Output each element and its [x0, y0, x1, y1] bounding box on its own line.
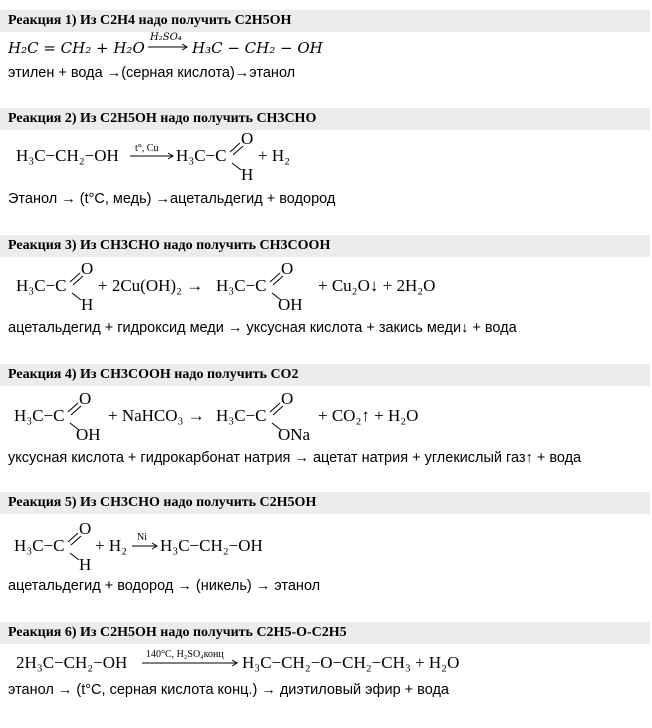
- reaction-3-reactant-top: O: [81, 259, 94, 278]
- reaction-3-description: ацетальдегид + гидроксид меди → уксусная кислота + закись меди↓ + вода: [8, 320, 517, 336]
- reaction-4-product-bottom: ONa: [278, 425, 311, 444]
- reaction-1-equation: [0, 34, 652, 64]
- reaction-5-description: ацетальдегид + водород → (никель) → этанол: [8, 578, 321, 594]
- reaction-5-single-bond: [70, 553, 79, 560]
- reaction-6-catalyst: 140°C, H₂SO₄конц: [146, 649, 224, 660]
- reaction-4-header: Реакция 4) Из СН3СООН надо получить СО2: [0, 364, 650, 386]
- reaction-5-catalyst: Ni: [137, 532, 147, 543]
- reaction-3-lhs-single-bond: [72, 293, 81, 300]
- reaction-4-reactant-top: O: [79, 389, 92, 408]
- reaction-4-description: уксусная кислота + гидрокарбонат натрия → ацетат натрия + углекислый газ↑ + вода: [8, 450, 582, 466]
- reaction-5-product: H₃C−CH₂−OH: [160, 536, 263, 555]
- reaction-1-catalyst: H₂SO₄: [150, 32, 182, 43]
- reaction-5-reactant-bottom: H: [79, 555, 92, 574]
- reaction-5-equation: [0, 515, 652, 573]
- reaction-4-reactant-group: H₃C−C: [14, 406, 65, 425]
- reaction-2-catalyst: t°, Cu: [135, 143, 159, 154]
- reaction-3-header: Реакция 3) Из СН3СНО надо получить СН3СООН: [0, 235, 650, 257]
- reaction-3-reagent: + 2Cu(OH)₂ →: [98, 276, 204, 295]
- reaction-3-product-top: O: [281, 259, 294, 278]
- reaction-5-reagent: + H₂: [95, 536, 128, 555]
- reaction-3-product-group: H₃C−C: [216, 276, 267, 295]
- reaction-5-reactant-top: O: [79, 519, 92, 538]
- reaction-2-lhs: H₃C−CH₂−OH: [16, 146, 119, 165]
- reaction-2-product-bottom: H: [241, 165, 254, 184]
- reaction-4-product-tail: + CO₂↑ + H₂O: [318, 406, 419, 425]
- reaction-6-lhs: 2H₃C−CH₂−OH: [16, 653, 128, 672]
- reaction-4-reactant-bottom: OH: [76, 425, 101, 444]
- reaction-1-header: Реакция 1) Из С2Н4 надо получить С2Н5ОН: [0, 10, 650, 32]
- reaction-3-product-bottom: OH: [278, 295, 303, 314]
- reaction-2-product-tail: + H₂: [258, 146, 291, 165]
- reaction-4-product-group: H₃C−C: [216, 406, 267, 425]
- reaction-3-reactant-group: H₃C−C: [16, 276, 67, 295]
- reaction-1-description: этилен + вода →(серная кислота)→этанол: [8, 65, 296, 81]
- reaction-3-product-tail: + Cu₂O↓ + 2H₂O: [318, 276, 436, 295]
- reaction-4-equation: [0, 388, 652, 442]
- reaction-2-description: Этанол → (t°C, медь) →ацетальдегид + водород: [8, 191, 336, 207]
- reaction-3-equation: [0, 258, 652, 312]
- reaction-4-product-top: O: [281, 389, 294, 408]
- reaction-3-reactant-bottom: H: [81, 295, 94, 314]
- reaction-2-equation: [0, 130, 652, 182]
- reaction-1-lhs: H₂C = CH₂ + H₂O: [8, 39, 145, 57]
- reaction-4-reagent: + NaHCO₃ →: [108, 406, 205, 425]
- reaction-2-product-top: O: [241, 129, 254, 148]
- reaction-2-product-group: H₃C−C: [176, 146, 227, 165]
- reaction-2-header: Реакция 2) Из С2Н5ОН надо получить СН3СНО: [0, 108, 650, 130]
- reaction-6-rhs: H₃C−CH₂−O−CH₂−CH₃ + H₂O: [242, 653, 460, 672]
- reaction-5-header: Реакция 5) Из СН3СНО надо получить С2Н5ОН: [0, 492, 650, 514]
- reaction-6-header: Реакция 6) Из С2Н5ОН надо получить С2Н5-О-С2Н5: [0, 622, 650, 644]
- reaction-6-description: этанол → (t°C, серная кислота конц.) → диэтиловый эфир + вода: [8, 682, 449, 698]
- reaction-2-single-bond: [232, 163, 241, 170]
- reaction-1-rhs: H₃C − CH₂ − OH: [192, 39, 323, 57]
- reaction-6-equation: [0, 646, 652, 676]
- reaction-5-reactant-group: H₃C−C: [14, 536, 65, 555]
